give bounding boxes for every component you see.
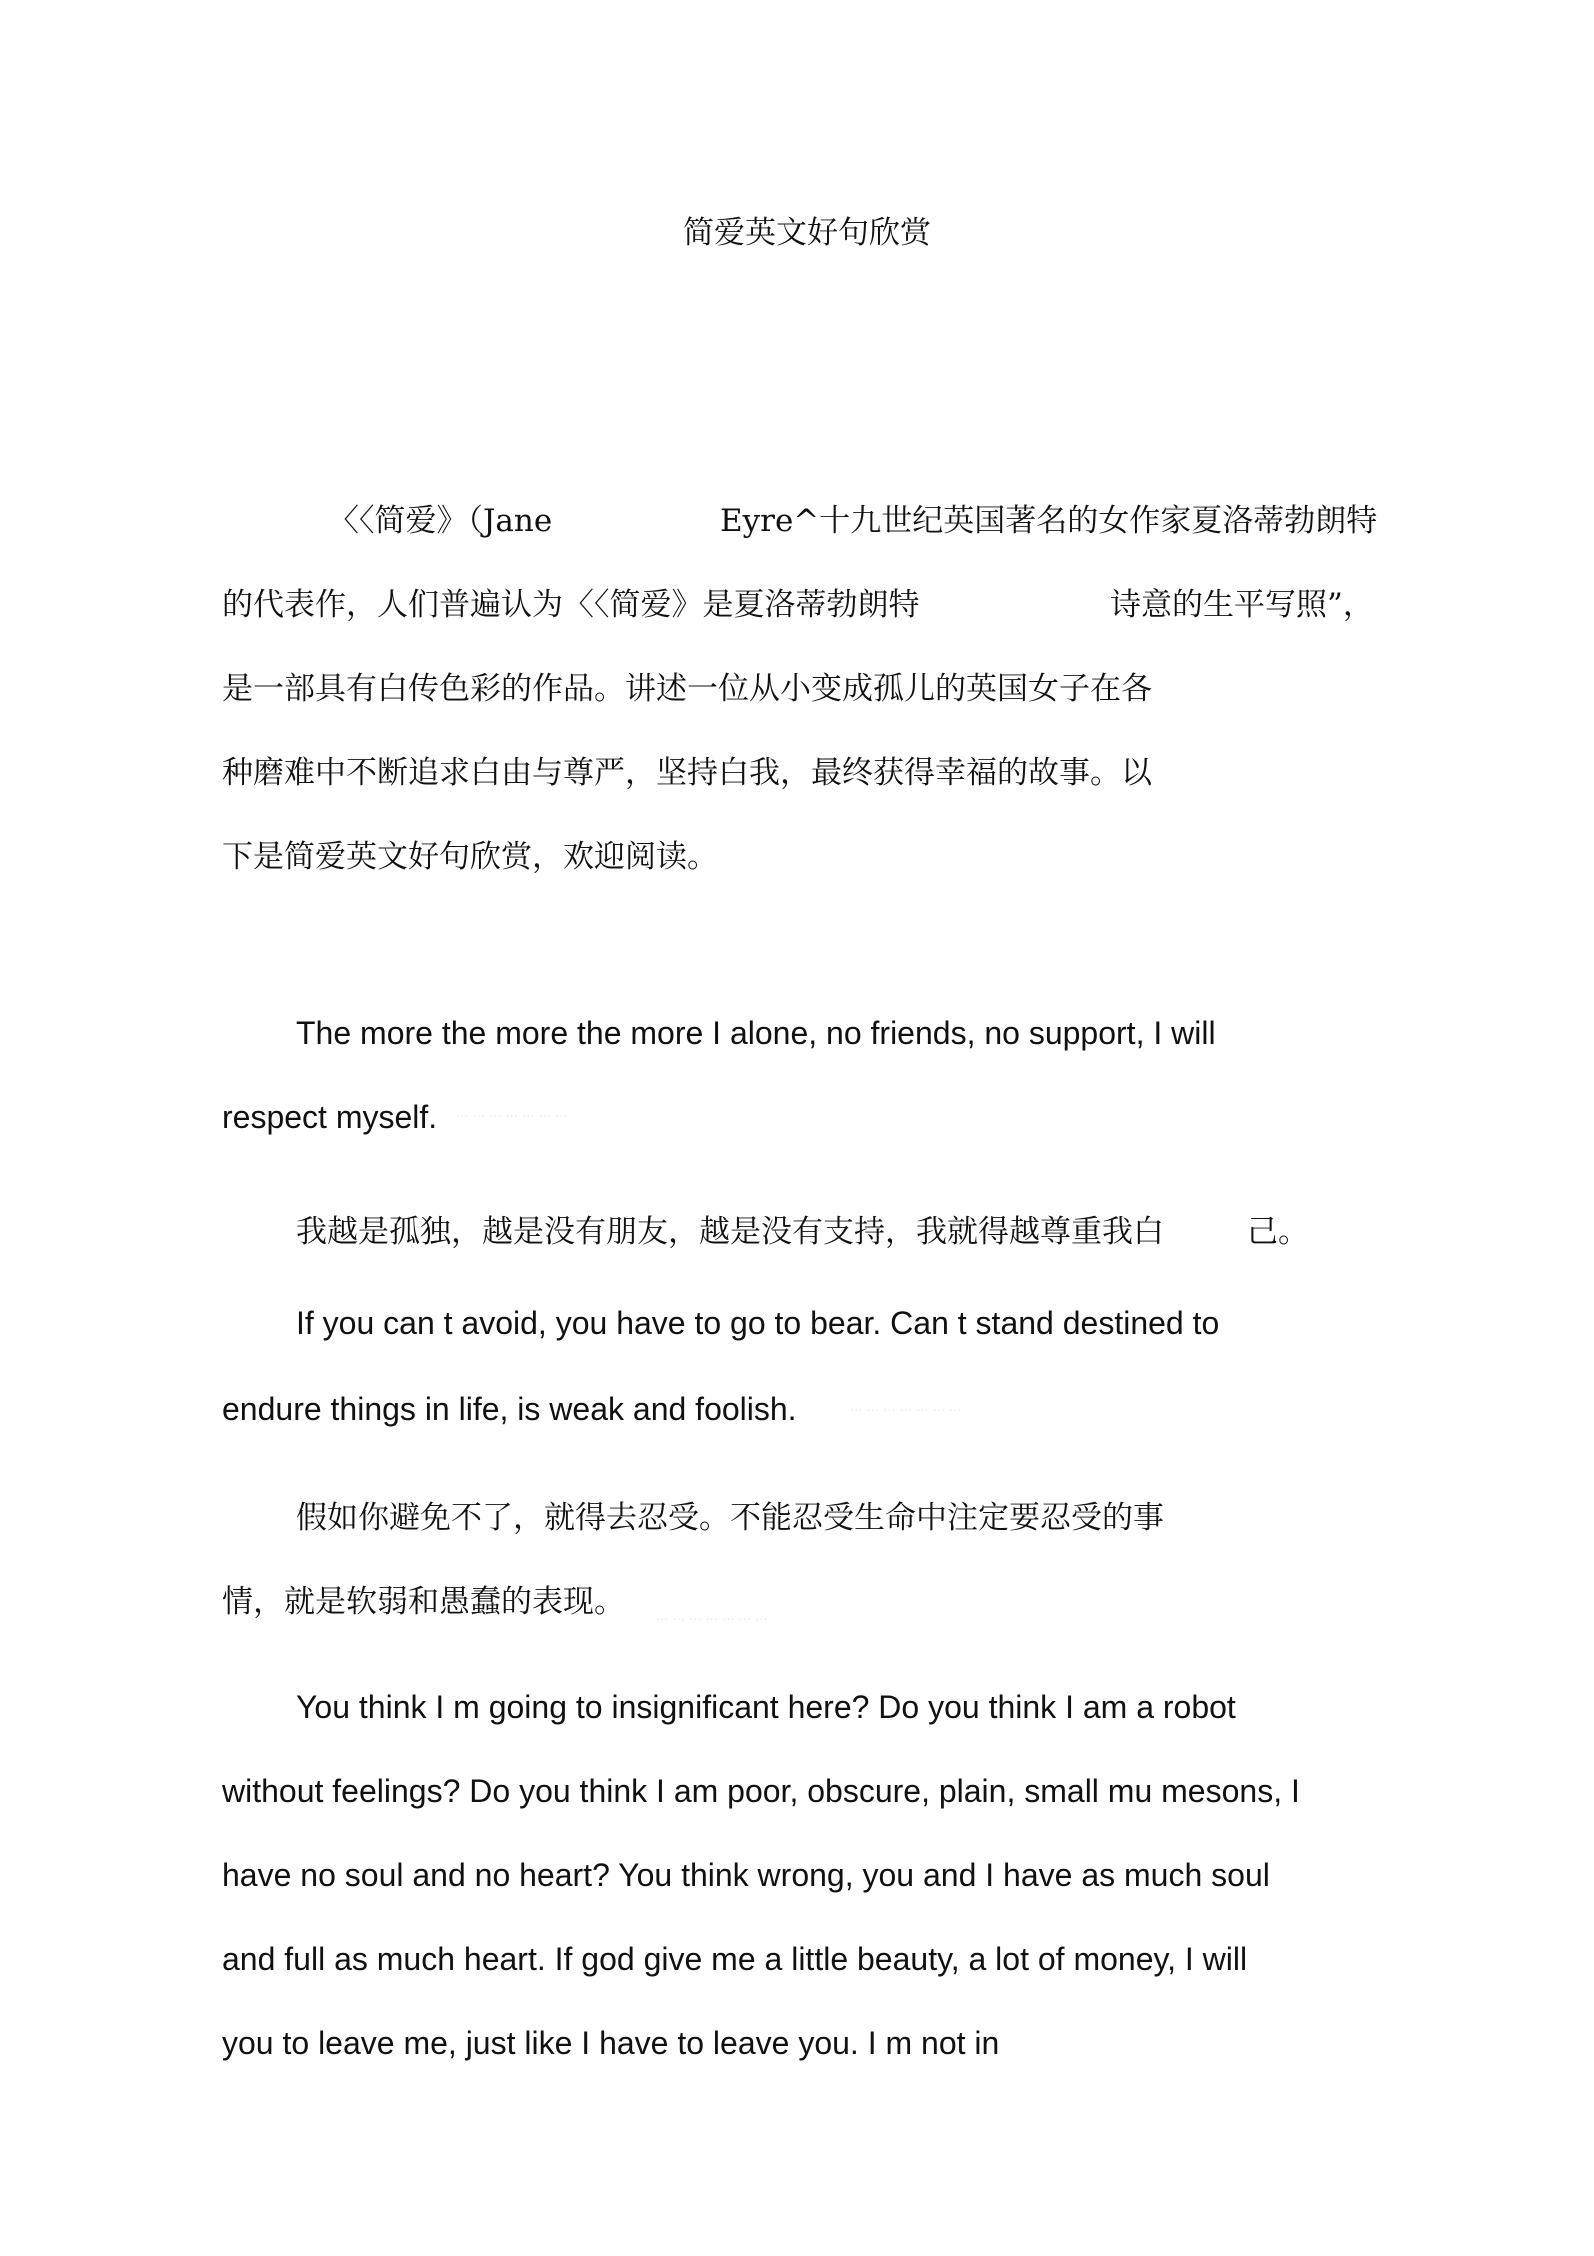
intro-line-1b: Eyre^十九世纪英国著名的女作家夏洛蒂勃朗特	[720, 503, 1378, 539]
quote2-en-line-2: endure things in life, is weak and foolish.	[222, 1391, 797, 1427]
quote1-zh-a: 我越是孤独，越是没有朋友，越是没有支持，我就得越尊重我白	[296, 1214, 1164, 1250]
quote2-zh-line-1: 假如你避免不了，就得去忍受。不能忍受生命中注定要忍受的事	[296, 1500, 1164, 1536]
quote1-zh-b: 己。	[1247, 1214, 1309, 1250]
intro-line-2a: 的代表作，人们普遍认为〈〈简爱》是夏洛蒂勃朗特	[222, 587, 920, 623]
watermark-faint-3: ··· ··· ··· ··· ··· ··· ···	[656, 1613, 768, 1628]
intro-line-3: 是一部具有白传色彩的作品。讲述一位从小变成孤儿的英国女子在各	[222, 671, 1152, 707]
intro-line-2b: 诗意的生平写照”，	[1110, 587, 1374, 623]
quote3-en-line-3: have no soul and no heart? You think wrong, you and I have as much soul	[222, 1857, 1270, 1893]
quote3-en-line-2: without feelings? Do you think I am poor, obscure, plain, small mu mesons, I	[222, 1773, 1300, 1809]
document-title: 简爱英文好句欣赏	[683, 215, 931, 251]
quote1-en-line-1: The more the more the more I alone, no friends, no support, I will	[296, 1015, 1216, 1051]
quote2-en-line-1: If you can t avoid, you have to go to bear. Can t stand destined to	[296, 1305, 1220, 1341]
quote3-en-line-5: you to leave me, just like I have to leave you. I m not in	[222, 2025, 1000, 2061]
quote2-zh-line-2: 情，就是软弱和愚蠢的表现。	[222, 1584, 625, 1620]
quote1-en-line-2: respect myself.	[222, 1099, 438, 1135]
quote3-en-line-1: You think I m going to insignificant here? Do you think I am a robot	[296, 1689, 1236, 1725]
watermark-faint-1: ··· ··· ··· ··· ··· ··· ···	[456, 1110, 568, 1125]
intro-line-1a: 〈〈简爱》（Jane	[328, 503, 553, 539]
intro-line-5: 下是简爱英文好句欣赏，欢迎阅读。	[222, 839, 718, 875]
watermark-faint-2: ··· ··· ··· ··· ··· ··· ···	[850, 1404, 962, 1419]
quote3-en-line-4: and full as much heart. If god give me a little beauty, a lot of money, I will	[222, 1941, 1248, 1977]
intro-line-4: 种磨难中不断追求白由与尊严，坚持白我，最终获得幸福的故事。以	[222, 755, 1152, 791]
